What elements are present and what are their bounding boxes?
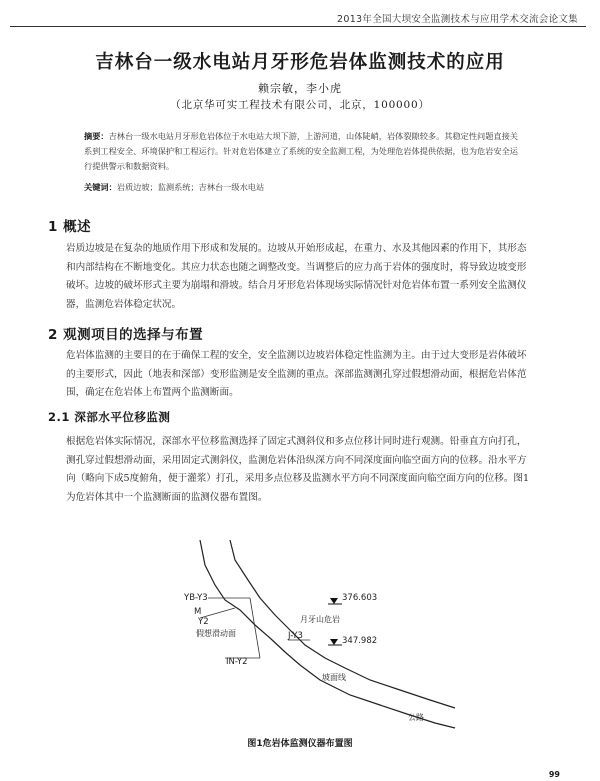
label-road: 公路: [408, 713, 424, 722]
slope-profile: [200, 540, 455, 728]
keywords-text: 岩质边坡；监测系统；吉林台一级水电站: [116, 182, 265, 192]
abstract-label: 摘要：: [84, 131, 109, 141]
abstract-text: 吉林台一级水电站月牙形危岩体位于水电站大坝下游，上游河道，山体陡峭，岩体裂隙较多。其稳定性问题直接关系到工程安全、环境保护和工程运行。针对危岩体建立了系统的安全监测工程，为处理危岩体提供依据，也为危岩安全运行提供警示和数据资料。: [84, 131, 518, 171]
page-header: [0, 0, 600, 28]
affiliation: （北京华可实工程技术有限公司，北京，100000）: [170, 99, 430, 111]
figure-caption: 图1危岩体监测仪器布置图: [247, 739, 353, 749]
subsection-heading: 2.1 深部水平位移监测: [48, 410, 171, 424]
authors: 赖宗敏，李小虎: [258, 82, 342, 95]
section-heading: 1 概述: [48, 219, 92, 235]
label-yb-y3: YB-Y3: [184, 593, 208, 603]
paper-title: 吉林台一级水电站月牙形危岩体监测技术的应用: [95, 52, 505, 73]
section-paragraph: 危岩体监测的主要目的在于确保工程的安全，安全监测以边坡岩体稳定性监测为主。由于过大变形是岩体破坏的主要形式，因此（地表和深部）变形监测是安全监测的重点。深部监测测孔穿过假想滑动面，根据危岩体范围，确定在危岩体上布置两个监测断面。: [66, 350, 527, 398]
label-y2: Y2: [198, 617, 209, 627]
label-slide-surface: 假想滑动面: [196, 629, 236, 638]
section-paragraph: 根据危岩体实际情况，深部水平位移监测选择了固定式测斜仪和多点位移计同时进行观测。铅垂直方向打孔，测孔穿过假想滑动面，采用固定式测斜仪，监测危岩体沿纵深方向不同深度面向临空面方向的位移。沿水平方向（略向下成5度俯角，便于灌浆）打孔，采用多点位移及监测水平方向不同深度面向临空面方向的位移。图1为危岩体其中一个监测断面的监测仪器布置图。: [66, 436, 530, 503]
page-number: 99: [548, 770, 560, 779]
section-paragraph: 岩质边坡是在复杂的地质作用下形成和发展的。边坡从开始形成起，在重力、水及其他因素的作用下，其形态和内部结构在不断地变化。其应力状态也随之调整改变。当调整后的应力高于岩体的强度时，将导致边坡变形破坏。边坡的破坏形式主要为崩塌和滑坡。结合月牙形危岩体现场实际情况针对危岩体布置一系列安全监测仪器，监测危岩体稳定状况。: [66, 243, 527, 310]
label-in-y2: IN-Y2: [226, 657, 248, 667]
section-heading: 2 观测项目的选择与布置: [48, 327, 204, 343]
label-slope-line: 坡面线: [322, 673, 346, 682]
label-crescent-rock: 月牙山危岩: [300, 615, 340, 624]
running-title: 2013年全国大坝安全监测技术与应用学术交流会论文集: [337, 14, 578, 25]
keywords-label: 关键词：: [84, 182, 117, 192]
label-m: M: [194, 607, 202, 617]
keywords: [84, 182, 518, 193]
label-j-y3: J-Y3: [288, 631, 303, 641]
label-elevation-2: 347.982: [342, 636, 378, 646]
header-rule: [10, 26, 586, 27]
instrument-lines: [200, 598, 310, 658]
figure-1-diagram: [160, 540, 460, 730]
label-elevation-1: 376.603: [342, 593, 378, 603]
abstract: [84, 129, 518, 174]
